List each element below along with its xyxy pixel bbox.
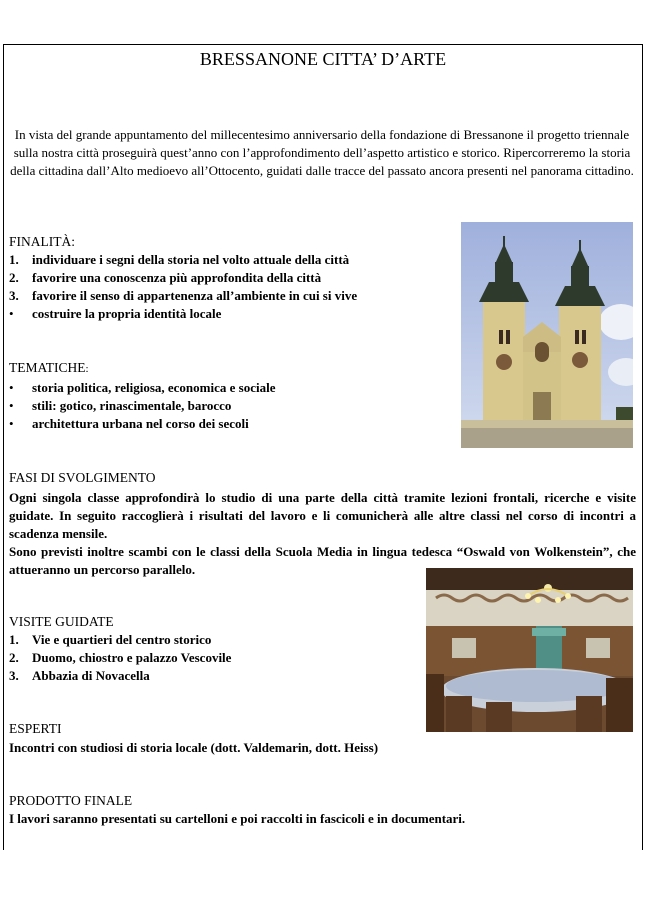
list-item: 3. favorire il senso di appartenenza all’ambiente in cui si vive — [9, 288, 358, 303]
visite-list — [9, 631, 231, 685]
list-item: 1. Vie e quartieri del centro storico — [9, 632, 212, 647]
tematiche-list — [9, 379, 275, 433]
prodotto-text: I lavori saranno presentati su cartelloni e poi raccolti in fascicoli e in documentari. — [9, 811, 466, 826]
list-item: 2. favorire una conoscenza più approfondita della città — [9, 270, 322, 285]
page-title: BRESSANONE CITTA’ D’ARTE — [199, 49, 447, 69]
fasi-heading: FASI DI SVOLGIMENTO — [9, 470, 156, 485]
finalita-heading: FINALITÀ: — [9, 234, 75, 249]
list-item: • stili: gotico, rinascimentale, barocco — [9, 398, 232, 413]
fasi-paragraph-2: Sono previsti inoltre scambi con le classi della Scuola Media in lingua tedesca “Oswald von Wolkenstein”, che attueranno un percorso parallelo. — [9, 544, 636, 577]
finalita-list — [9, 251, 357, 323]
esperti-text: Incontri con studiosi di storia locale (dott. Valdemarin, dott. Heiss) — [9, 740, 379, 755]
list-item: • costruire la propria identità locale — [9, 306, 222, 321]
intro-paragraph: In vista del grande appuntamento del millecentesimo anniversario della fondazione di Bressanone il progetto triennale sulla nostra città proseguirà quest’anno con l’approfondimento dell’aspetto artistico e storico. Ripercorreremo la storia della cittadina dall’Alto medioevo all’Ottocento, guidati dalle tracce del passato ancora presenti nel panorama cittadino. — [10, 127, 634, 178]
list-item: • storia politica, religiosa, economica e sociale — [9, 380, 276, 395]
cathedral-photo — [461, 222, 633, 448]
esperti-heading: ESPERTI — [9, 721, 62, 736]
list-item: 1. individuare i segni della storia nel volto attuale della città — [9, 252, 350, 267]
prodotto-heading: PRODOTTO FINALE — [9, 793, 133, 808]
interior-photo — [426, 568, 633, 732]
fasi-paragraph-1: Ogni singola classe approfondirà lo studio di una parte della città tramite lezioni frontali, ricerche e visite guidate. In seguito raccoglierà i risultati del lavoro e li comunicherà alle altre classi nel corso di incontri a scadenza mensile. — [9, 490, 636, 541]
list-item: 3. Abbazia di Novacella — [9, 668, 150, 683]
visite-heading: VISITE GUIDATE — [9, 614, 114, 629]
list-item: • architettura urbana nel corso dei secoli — [9, 416, 249, 431]
list-item: 2. Duomo, chiostro e palazzo Vescovile — [9, 650, 232, 665]
tematiche-heading: TEMATICHE: — [9, 360, 89, 375]
